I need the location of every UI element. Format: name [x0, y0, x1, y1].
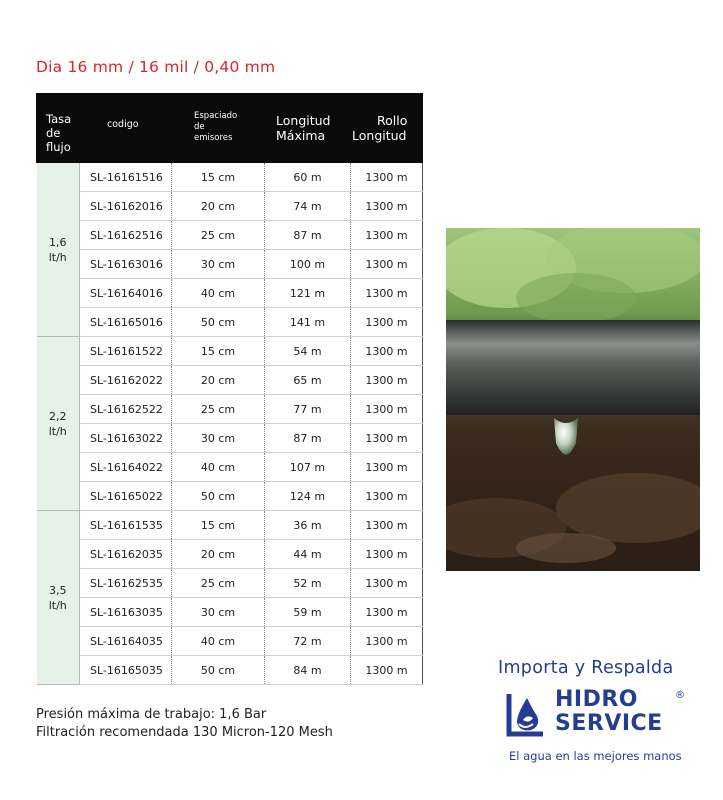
table-row — [37, 424, 423, 453]
flow-rate-line: 2,2 — [49, 409, 67, 423]
flow-rate-line: 1,6 — [49, 235, 67, 249]
longitud-cell: 60 m — [265, 163, 351, 192]
rollo-cell: 1300 m — [351, 627, 423, 656]
codigo-cell: SL-16164022 — [80, 453, 172, 482]
header-tasa-line: de — [46, 126, 61, 140]
flow-rate-line: lt/h — [48, 250, 67, 264]
table-header-row — [37, 94, 423, 163]
longitud-cell: 54 m — [265, 337, 351, 366]
header-tasa — [37, 94, 80, 163]
spec-title: Dia 16 mm / 16 mil / 0,40 mm — [36, 58, 276, 76]
table-row — [37, 395, 423, 424]
espaciado-cell: 30 cm — [172, 598, 265, 627]
longitud-cell: 74 m — [265, 192, 351, 221]
table-row — [37, 250, 423, 279]
flow-rate-cell — [37, 511, 80, 685]
longitud-cell: 59 m — [265, 598, 351, 627]
hidro-service-logo — [503, 688, 693, 740]
codigo-cell: SL-16164035 — [80, 627, 172, 656]
espaciado-cell: 40 cm — [172, 453, 265, 482]
rollo-cell: 1300 m — [351, 308, 423, 337]
table-row — [37, 221, 423, 250]
codigo-cell: SL-16161535 — [80, 511, 172, 540]
codigo-cell: SL-16165022 — [80, 482, 172, 511]
codigo-cell: SL-16163022 — [80, 424, 172, 453]
table-row — [37, 482, 423, 511]
table-row — [37, 192, 423, 221]
table-row — [37, 598, 423, 627]
rollo-cell: 1300 m — [351, 424, 423, 453]
table-row — [37, 337, 423, 366]
spec-table-body — [37, 163, 423, 685]
footnote-filtration: Filtración recomendada 130 Micron-120 Mesh — [36, 725, 333, 740]
table-row — [37, 511, 423, 540]
codigo-cell: SL-16162535 — [80, 569, 172, 598]
codigo-cell: SL-16163016 — [80, 250, 172, 279]
codigo-cell: SL-16165035 — [80, 656, 172, 685]
flow-rate-line: 3,5 — [49, 583, 67, 597]
rollo-cell: 1300 m — [351, 192, 423, 221]
header-longitud — [265, 94, 351, 163]
brand-name — [555, 688, 663, 736]
header-rollo — [351, 94, 423, 163]
codigo-cell: SL-16162516 — [80, 221, 172, 250]
header-longitud-line: Longitud — [276, 113, 331, 128]
brand-name-line1: HIDRO — [555, 687, 639, 712]
header-espaciado-line: emisores — [194, 133, 233, 143]
longitud-cell: 141 m — [265, 308, 351, 337]
table-row — [37, 308, 423, 337]
espaciado-cell: 20 cm — [172, 366, 265, 395]
espaciado-cell: 50 cm — [172, 656, 265, 685]
longitud-cell: 36 m — [265, 511, 351, 540]
espaciado-cell: 20 cm — [172, 192, 265, 221]
longitud-cell: 124 m — [265, 482, 351, 511]
header-tasa-line: flujo — [46, 140, 71, 154]
longitud-cell: 121 m — [265, 279, 351, 308]
espaciado-cell: 25 cm — [172, 395, 265, 424]
flow-rate-line: lt/h — [48, 598, 67, 612]
table-row — [37, 366, 423, 395]
rollo-cell: 1300 m — [351, 221, 423, 250]
rollo-cell: 1300 m — [351, 540, 423, 569]
header-longitud-line: Máxima — [276, 128, 326, 143]
header-codigo — [80, 94, 172, 163]
spec-table — [36, 93, 423, 685]
codigo-cell: SL-16161522 — [80, 337, 172, 366]
codigo-cell: SL-16164016 — [80, 279, 172, 308]
longitud-cell: 72 m — [265, 627, 351, 656]
espaciado-cell: 15 cm — [172, 337, 265, 366]
codigo-cell: SL-16163035 — [80, 598, 172, 627]
footnote-pressure: Presión máxima de trabajo: 1,6 Bar — [36, 707, 267, 722]
brand-tagline: El agua en las mejores manos — [509, 749, 682, 763]
rollo-cell: 1300 m — [351, 656, 423, 685]
longitud-cell: 107 m — [265, 453, 351, 482]
header-espaciado-line: Espaciado — [194, 111, 238, 121]
table-row — [37, 163, 423, 192]
flow-rate-line: lt/h — [48, 424, 67, 438]
longitud-cell: 100 m — [265, 250, 351, 279]
brand-slogan: Importa y Respalda — [498, 658, 674, 678]
codigo-cell: SL-16162035 — [80, 540, 172, 569]
longitud-cell: 44 m — [265, 540, 351, 569]
drip-tube-photo — [446, 228, 700, 571]
espaciado-cell: 20 cm — [172, 540, 265, 569]
espaciado-cell: 15 cm — [172, 163, 265, 192]
rollo-cell: 1300 m — [351, 337, 423, 366]
registered-mark: ® — [675, 690, 685, 701]
rollo-cell: 1300 m — [351, 453, 423, 482]
espaciado-cell: 50 cm — [172, 482, 265, 511]
rollo-cell: 1300 m — [351, 279, 423, 308]
rollo-cell: 1300 m — [351, 395, 423, 424]
header-espaciado-line: de — [194, 122, 205, 132]
codigo-cell: SL-16161516 — [80, 163, 172, 192]
rollo-cell: 1300 m — [351, 163, 423, 192]
header-tasa-line: Tasa — [46, 112, 72, 126]
table-row — [37, 540, 423, 569]
espaciado-cell: 40 cm — [172, 279, 265, 308]
header-codigo-label: codigo — [107, 119, 139, 130]
longitud-cell: 65 m — [265, 366, 351, 395]
brand-name-line2: SERVICE — [555, 711, 663, 736]
longitud-cell: 77 m — [265, 395, 351, 424]
codigo-cell: SL-16162016 — [80, 192, 172, 221]
espaciado-cell: 25 cm — [172, 221, 265, 250]
rollo-cell: 1300 m — [351, 511, 423, 540]
table-row — [37, 453, 423, 482]
codigo-cell: SL-16165016 — [80, 308, 172, 337]
header-rollo-line: Rollo — [377, 113, 408, 128]
codigo-cell: SL-16162022 — [80, 366, 172, 395]
header-espaciado — [172, 94, 265, 163]
rollo-cell: 1300 m — [351, 569, 423, 598]
longitud-cell: 87 m — [265, 424, 351, 453]
table-row — [37, 569, 423, 598]
longitud-cell: 87 m — [265, 221, 351, 250]
longitud-cell: 52 m — [265, 569, 351, 598]
espaciado-cell: 30 cm — [172, 250, 265, 279]
rollo-cell: 1300 m — [351, 250, 423, 279]
header-rollo-line: Longitud — [352, 128, 407, 143]
espaciado-cell: 25 cm — [172, 569, 265, 598]
rollo-cell: 1300 m — [351, 598, 423, 627]
espaciado-cell: 40 cm — [172, 627, 265, 656]
flow-rate-cell — [37, 163, 80, 337]
water-drop-swirl-icon — [503, 690, 549, 738]
rollo-cell: 1300 m — [351, 482, 423, 511]
codigo-cell: SL-16162522 — [80, 395, 172, 424]
table-row — [37, 279, 423, 308]
longitud-cell: 84 m — [265, 656, 351, 685]
footnote — [36, 706, 333, 742]
espaciado-cell: 30 cm — [172, 424, 265, 453]
table-row — [37, 656, 423, 685]
espaciado-cell: 50 cm — [172, 308, 265, 337]
espaciado-cell: 15 cm — [172, 511, 265, 540]
rollo-cell: 1300 m — [351, 366, 423, 395]
flow-rate-cell — [37, 337, 80, 511]
table-row — [37, 627, 423, 656]
